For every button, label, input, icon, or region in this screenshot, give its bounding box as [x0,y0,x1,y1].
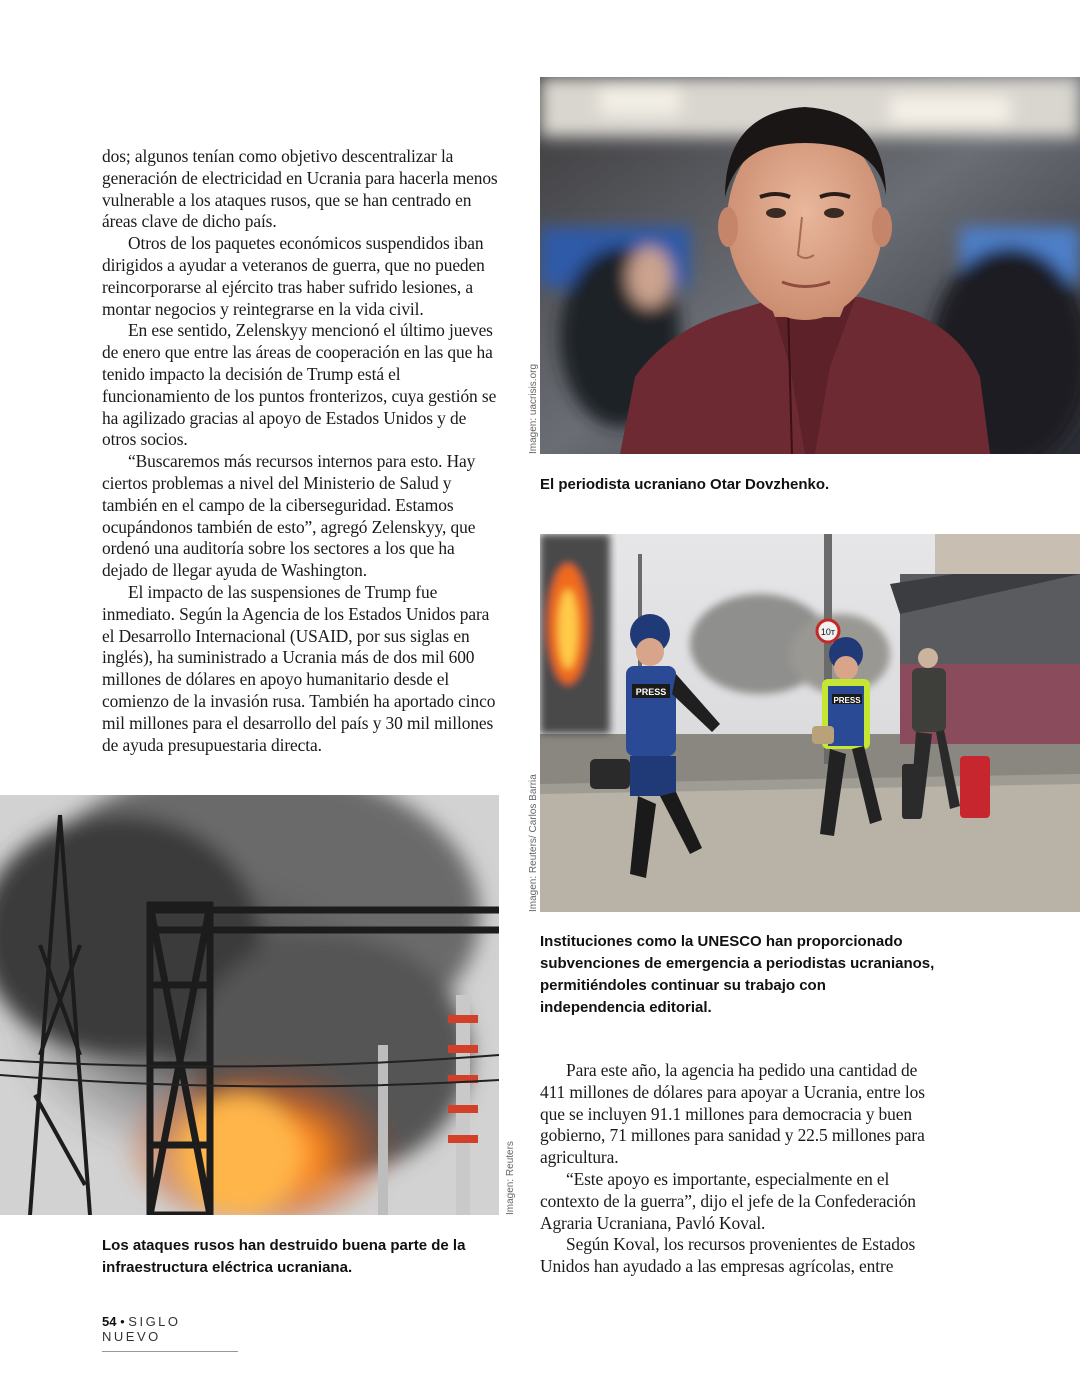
article-paragraph: Según Koval, los recursos provenientes de Estados Unidos han ayudado a las empresas agrícolas, entre [540,1234,916,1277]
journalist-portrait-photo [540,77,1080,454]
article-paragraph: Para este año, la agencia ha pedido una cantidad de 411 millones de dólares para apoyar a Ucrania, entre los que se incluyen 91.1 millones para democracia y buen gobierno, 71 millones para sanidad y 22.5 millones para agricultura. [540,1060,925,1168]
press-vest-label: PRESS [635,687,667,697]
burning-substation-photo [0,795,499,1215]
footer-separator: • [120,1314,125,1329]
article-paragraph: “Este apoyo es importante, especialmente en el contexto de la guerra”, dijo el jefe de la Confederación Agraria Ucraniana, Pavló Koval. [540,1168,916,1233]
magazine-name: SIGLO NUEVO [102,1314,181,1344]
article-paragraph: dos; algunos tenían como objetivo descentralizar la generación de electricidad en Ucrania para hacerla menos vulnerable a los ataques rusos, que se han centrado en áreas clave de dicho país. [102,146,498,232]
press-journalists-photo [540,534,1080,912]
press-illustration [540,534,1080,912]
press-vest-label: PRESS [833,696,861,705]
article-paragraph: En ese sentido, Zelenskyy mencionó el último jueves de enero que entre las áreas de cooperación en las que ha tenido impacto la decisión de Trump está el funcionamiento de los puntos fronterizos, cuya gestión se ha agilizado gracias al apoyo de Estados Unidos y de otros socios. [102,320,497,450]
page-footer [102,1314,238,1352]
article-paragraph: “Buscaremos más recursos internos para esto. Hay ciertos problemas a nivel del Ministerio de Salud y también en el campo de la ciberseguridad. Estamos ocupándonos también de esto”, agregó Zelenskyy, que ordenó una auditoría sobre los sectores a los que ha dejado de llegar ayuda de Washington. [102,451,476,581]
page-number: 54 [102,1314,117,1329]
road-sign-text: 10т [820,627,836,637]
photo-caption: Instituciones como la UNESCO han proporcionado subvenciones de emergencia a periodistas ucranianos, permitiéndoles continuar su trabajo con independencia editorial. [540,933,935,1016]
article-paragraph: Otros de los paquetes económicos suspendidos iban dirigidos a ayudar a veteranos de guerra, que no pueden reincorporarse al ejército tras haber sufrido lesiones, a montar negocios y reintegrarse en la vida civil. [102,233,485,319]
photo-caption: El periodista ucraniano Otar Dovzhenko. [540,476,830,493]
article-column-right [540,1060,940,1278]
photo-credit: Imagen: Reuters [505,1141,516,1215]
article-column-left [102,146,500,756]
photo-credit: Imagen: Reuters/ Carlos Barria [528,774,539,912]
photo-caption: Los ataques rusos han destruido buena parte de la infraestructura eléctrica ucraniana. [102,1237,466,1276]
photo-credit: Imagen: uacrisis.org [528,363,539,454]
portrait-illustration [540,77,1080,454]
substation-illustration [0,795,499,1215]
article-paragraph: El impacto de las suspensiones de Trump fue inmediato. Según la Agencia de los Estados Unidos para el Desarrollo Internacional (USAID, por sus siglas en inglés), ha suministrado a Ucrania más de dos mil 600 millones de dólares en apoyo humanitario desde el comienzo de la invasión rusa. También ha aportado cinco mil millones para el desarrollo del país y 30 mil millones de ayuda presupuestaria directa. [102,581,496,755]
